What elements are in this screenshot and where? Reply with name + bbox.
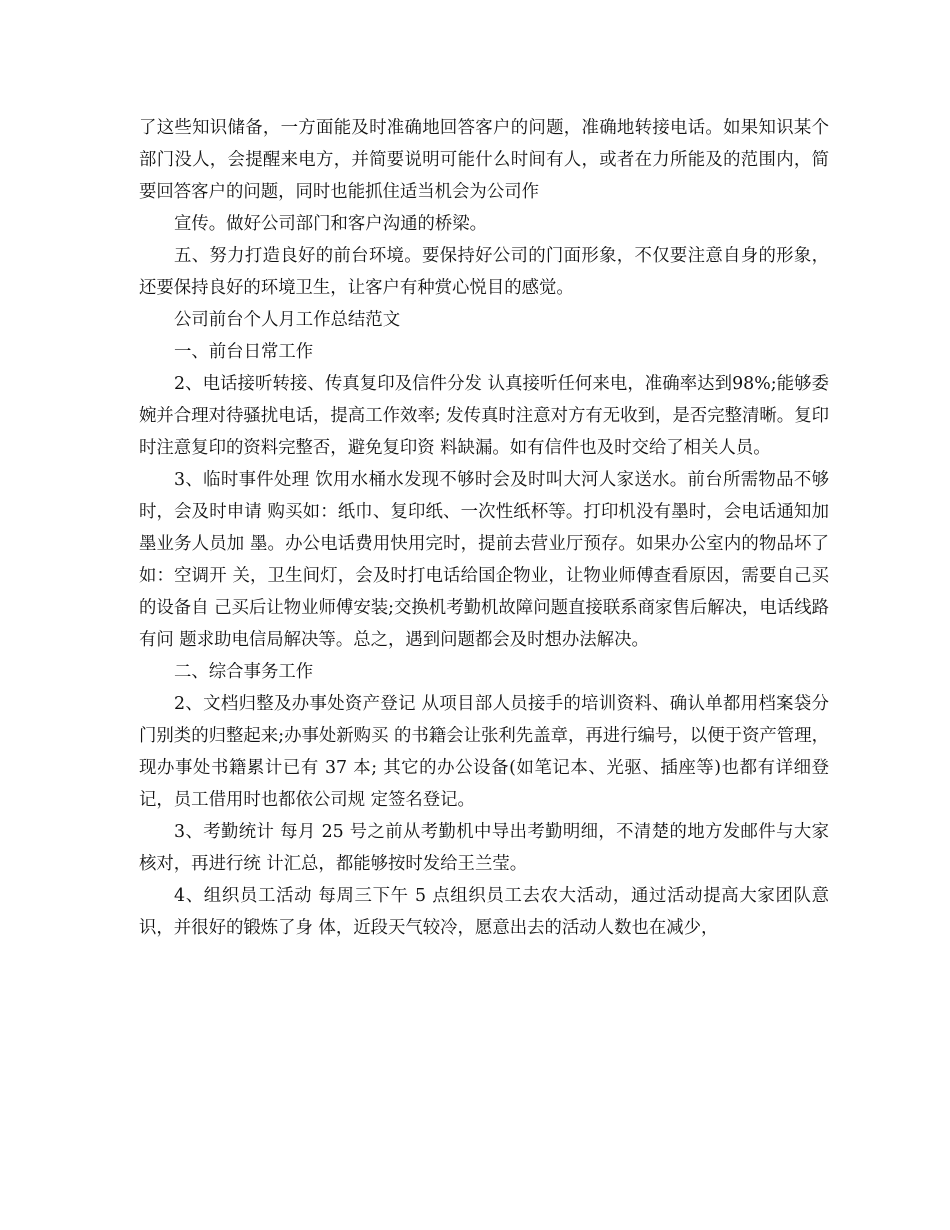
- paragraph-knowledge-reserve: 了这些知识储备，一方面能及时准确地回答客户的问题，准确地转接电话。如果知识某个部门没人，会提醒来电方，并简要说明可能什么时间有人，或者在力所能及的范围内，简要回答客户的问题，同时也能抓住适当机会为公司作: [139, 118, 829, 202]
- heading-daily-work: 一、前台日常工作: [174, 342, 314, 362]
- paragraph-staff-activities: 4、组织员工活动 每周三下午 5 点组织员工去农大活动，通过活动提高大家团队意识，并很好的锻炼了身 体，近段天气较冷，愿意出去的活动人数也在减少，: [139, 886, 829, 938]
- heading-general-affairs: 二、综合事务工作: [174, 662, 314, 682]
- paragraph-front-desk-environment: 五、努力打造良好的前台环境。要保持好公司的门面形象，不仅要注意自身的形象，还要保持良好的环境卫生，让客户有种赏心悦目的感觉。: [139, 246, 829, 298]
- section-title: 公司前台个人月工作总结范文: [174, 310, 401, 330]
- paragraph-document-assets: 2、文档归整及办事处资产登记 从项目部人员接手的培训资料、确认单都用档案袋分门别类的归整起来;办事处新购买 的书籍会让张利先盖章，再进行编号，以便于资产管理，现办事处书籍累计已有 37 本; 其它的办公设备(如笔记本、光驱、插座等)也都有详细登记，员工借用时也都依公司规 定签名登记。: [139, 694, 829, 810]
- paragraph-attendance: 3、考勤统计 每月 25 号之前从考勤机中导出考勤明细，不清楚的地方发邮件与大家核对，再进行统 计汇总，都能够按时发给王兰莹。: [139, 822, 829, 874]
- paragraph-phone-fax-mail: 2、电话接听转接、传真复印及信件分发 认真接听任何来电，准确率达到98%;能够委婉并合理对待骚扰电话，提高工作效率; 发传真时注意对方有无收到，是否完整清晰。复印时注意复印的资料完整否，避免复印资 料缺漏。如有信件也及时交给了相关人员。: [139, 374, 829, 458]
- paragraph-temporary-events: 3、临时事件处理 饮用水桶水发现不够时会及时叫大河人家送水。前台所需物品不够时，会及时申请 购买如：纸巾、复印纸、一次性纸杯等。打印机没有墨时，会电话通知加墨业务人员加 墨。办公电话费用快用完时，提前去营业厅预存。如果办公室内的物品坏了如：空调开 关，卫生间灯，会及时打电话给国企物业，让物业师傅查看原因，需要自己买的设备自 己买后让物业师傅安装;交换机考勤机故障问题直接联系商家售后解决，电话线路有问 题求助电信局解决等。总之，遇到问题都会及时想办法解决。: [139, 470, 829, 650]
- document-page: [139, 112, 829, 944]
- paragraph-publicity: 宣传。做好公司部门和客户沟通的桥梁。: [174, 214, 488, 234]
